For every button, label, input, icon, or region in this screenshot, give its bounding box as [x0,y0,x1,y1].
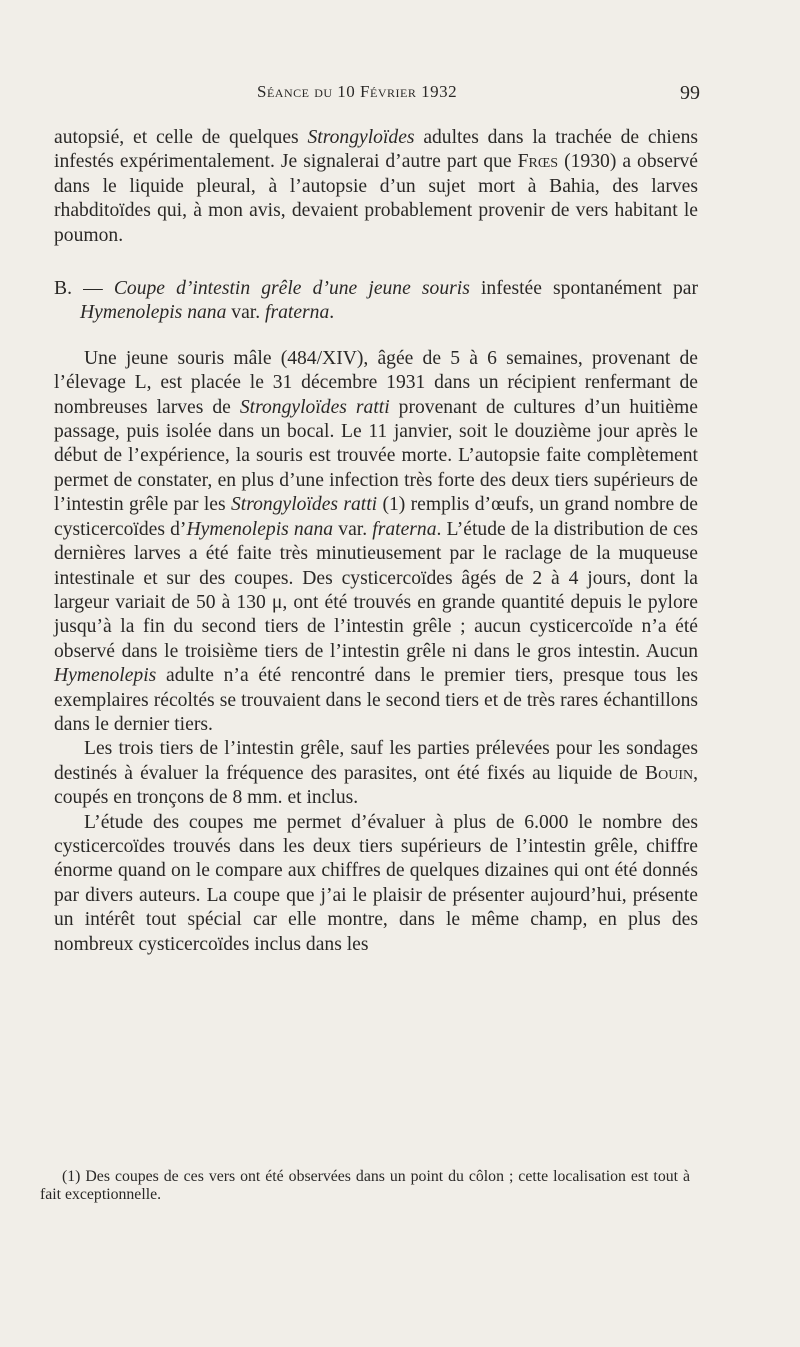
page-header [52,82,700,112]
author-name: Frœs [517,151,559,173]
paragraph-4: Les trois tiers de l’intestin grêle, sauf les parties prélevées pour les sondages destinés à évaluer la fréquence des parasites, ont été fixés au liquide de Bouin, coupés en tronçons de 8 mm. et inclus. [54,738,698,809]
taxon-name: Hymenolepis [54,665,157,687]
page-number: 99 [680,82,700,104]
paragraph-1: autopsié, et celle de quelques Strongyloïdes adultes dans la trachée de chiens infestés expérimentalement. Je signalerai d’autre part que Frœs (1930) a observé dans le liquide pleural, à l’autopsie d’un sujet mort à Bahia, des larves rhabditoïdes qui, à mon avis, devaient probablement provenir de vers habitant le poumon. [54,127,698,246]
paragraph-5: L’étude des coupes me permet d’évaluer à plus de 6.000 le nombre des cysticercoïdes trouvés dans les deux tiers supérieurs de l’intestin grêle, chiffre énorme quand on le compare aux chiffres de quelques dizaines qui ont été donnés par divers auteurs. La coupe que j’ai le plaisir de présenter aujourd’hui, présente un intérêt tout spécial car elle montre, dans le même champ, en plus des nombreux cysticercoïdes inclus dans les [54,811,698,955]
body-text [54,126,698,957]
taxon-name: Strongyloïdes [307,127,415,148]
running-head: Séance du 10 Février 1932 [257,82,458,101]
footnote-text: (1) Des coupes de ces vers ont été observées dans un point du côlon ; cette localisation est tout à fait exceptionnelle. [40,1168,690,1203]
footnote [40,1168,690,1204]
taxon-name: Strongyloïdes ratti [230,494,378,516]
taxon-name: Hymenolepis nana [186,518,334,540]
section-heading-b: B. — Coupe d’intestin grêle d’une jeune souris infestée spontanément par Hymenolepis nana var. fraterna. [54,278,699,324]
taxon-name: Strongyloïdes ratti [239,396,390,418]
author-name: Bouin [645,762,694,784]
paragraph-3: Une jeune souris mâle (484/XIV), âgée de 5 à 6 semaines, provenant de l’élevage L, est placée le 31 décembre 1931 dans un récipient renfermant de nombreuses larves de Strongyloïdes ratti provenant de cultures d’un huitième passage, puis isolée dans un bocal. Le 11 janvier, soit le douzième jour après le début de l’expérience, la souris est trouvée morte. L’autopsie faite complètement permet de constater, en plus d’une infection très forte des deux tiers supérieurs de l’intestin grêle par les Strongyloïdes ratti (1) remplis d’œufs, un grand nombre de cysticercoïdes d’Hymenolepis nana var. fraterna. L’étude de la distribution de ces dernières larves a été faite très minutieusement par le raclage de la muqueuse intestinale et sur des coupes. Des cysticercoïdes âgés de 2 à 4 jours, dont la largeur variait de 50 à 130 μ, ont été trouvés en grande quantité depuis le pylore jusqu’à la fin du second tiers de l’intestin grêle ; aucun cysticercoïde n’a été observé dans le troisième tiers de l’intestin grêle ni dans le gros intestin. Aucun Hymenolepis adulte n’a été rencontré dans le premier tiers, presque tous les exemplaires récoltés se trouvaient dans le second tiers et de très rares échantillons dans le dernier tiers. [54,347,698,735]
taxon-name: Hymenolepis nana [80,302,227,324]
